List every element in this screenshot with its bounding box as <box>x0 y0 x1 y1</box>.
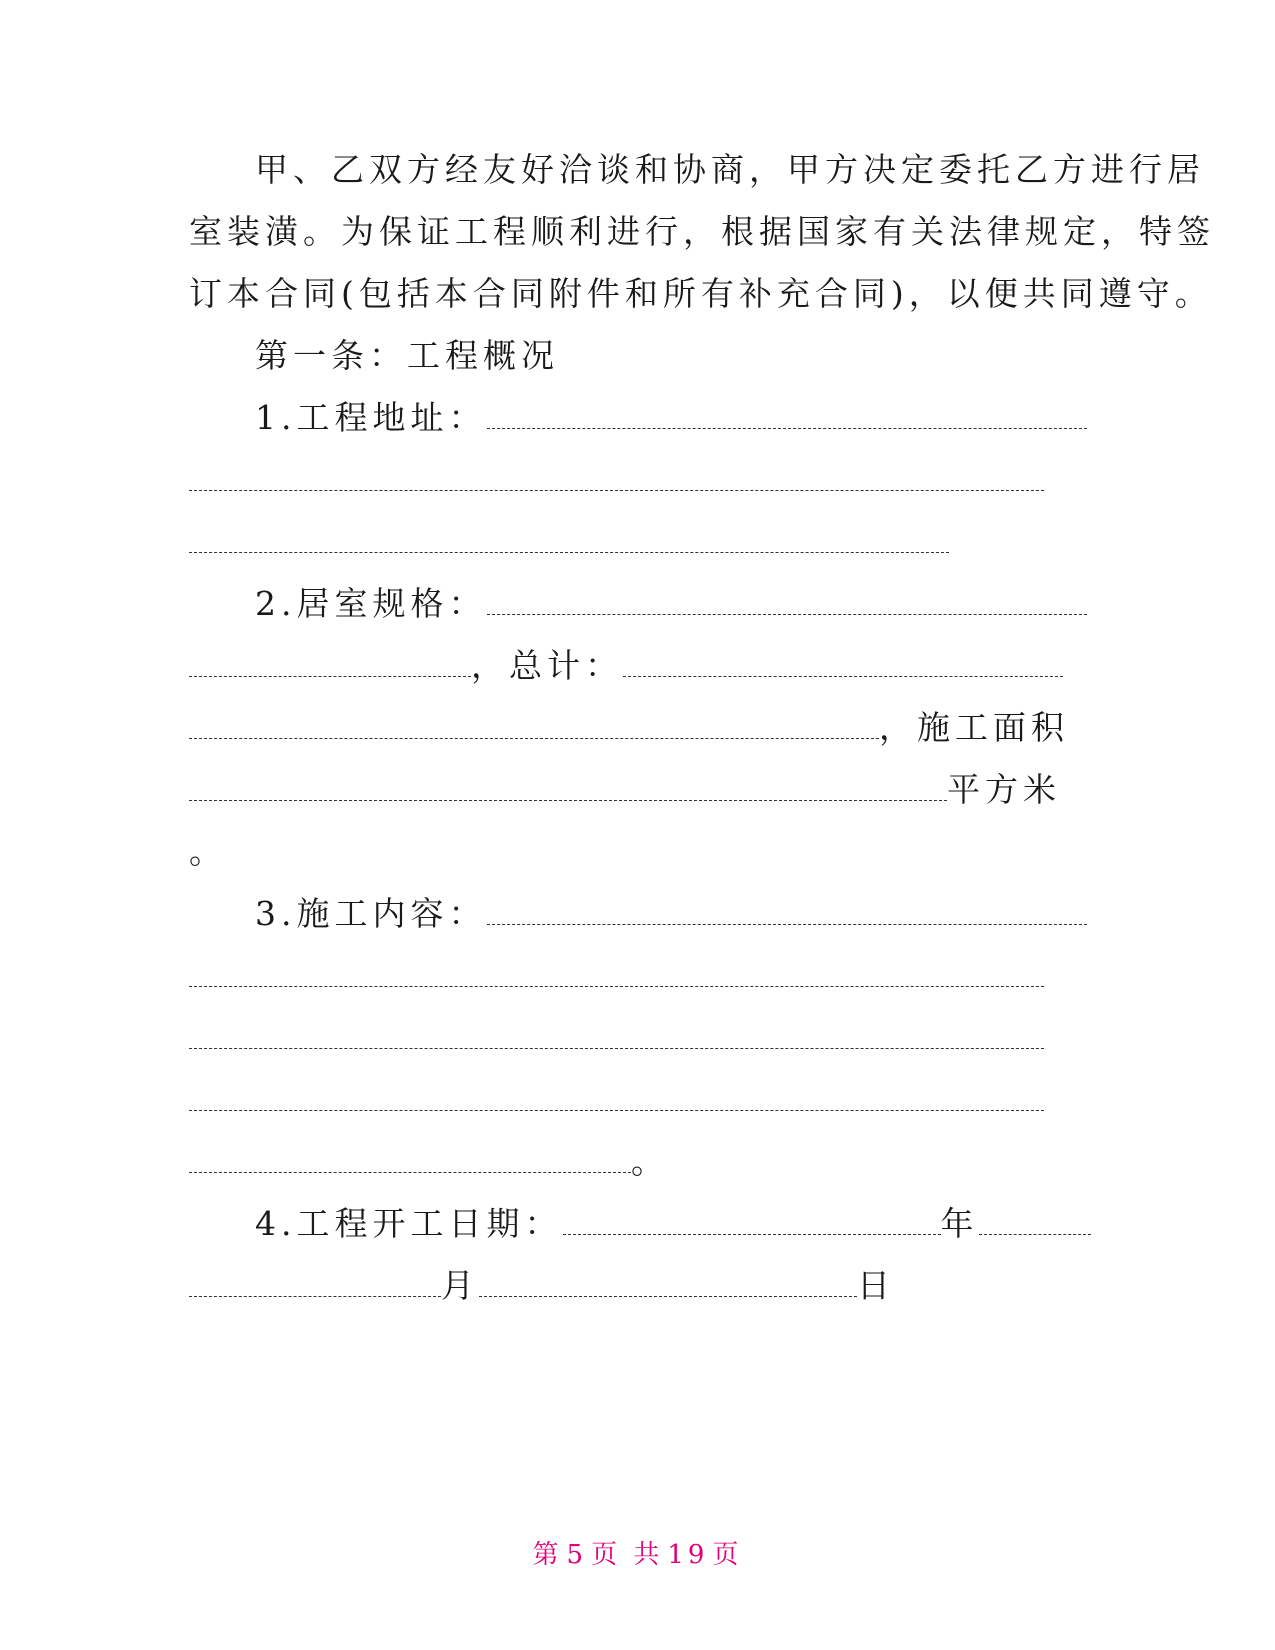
unit-label: 平方米 <box>947 770 1061 809</box>
spec-blank[interactable] <box>487 590 1087 615</box>
address-row <box>189 448 1089 512</box>
month-label: 月 <box>441 1266 479 1305</box>
total-blank[interactable] <box>189 714 879 739</box>
spec-label: 2.居室规格： <box>255 584 487 623</box>
spec-blank[interactable] <box>189 652 471 677</box>
month-blank[interactable] <box>189 1272 441 1297</box>
address-row <box>189 510 1089 574</box>
start-date-row <box>189 1192 1089 1256</box>
intro-paragraph-line <box>189 138 1205 202</box>
content-row <box>189 882 1089 946</box>
intro-paragraph-line <box>189 262 1213 326</box>
content-blank[interactable] <box>189 1086 1044 1111</box>
total-blank[interactable] <box>623 652 1063 677</box>
area-blank[interactable] <box>189 776 947 801</box>
area-label: ，施工面积 <box>879 708 1069 747</box>
content-row <box>189 1068 1089 1132</box>
footer-middle: 页 共 <box>591 1540 664 1570</box>
address-label: 1.工程地址： <box>255 398 487 437</box>
footer-suffix: 页 <box>712 1540 743 1570</box>
content-blank[interactable] <box>189 1148 631 1173</box>
intro-paragraph-line <box>189 200 1215 264</box>
year-label: 年 <box>940 1204 979 1243</box>
intro-text: 甲、乙双方经友好洽谈和协商，甲方决定委托乙方进行居 <box>255 150 1205 189</box>
footer-prefix: 第 <box>532 1540 563 1570</box>
intro-text: 室装潢。为保证工程顺利进行，根据国家有关法律规定，特签 <box>189 212 1215 251</box>
address-blank[interactable] <box>189 528 949 553</box>
month-blank[interactable] <box>979 1210 1091 1235</box>
year-blank[interactable] <box>563 1210 941 1235</box>
total-page-count: 19 <box>667 1540 709 1570</box>
content-blank[interactable] <box>487 900 1087 925</box>
address-blank[interactable] <box>189 466 1044 491</box>
content-blank[interactable] <box>189 1024 1044 1049</box>
period-mark: 。 <box>631 1142 669 1181</box>
total-label: ，总计： <box>471 646 623 685</box>
period-mark: 。 <box>189 832 227 871</box>
spec-row <box>189 634 1089 698</box>
article-heading-text: 第一条：工程概况 <box>255 336 559 375</box>
address-row <box>189 386 1089 450</box>
spec-row <box>189 820 1089 884</box>
spec-row <box>189 696 1089 760</box>
address-blank[interactable] <box>487 404 1087 429</box>
content-blank[interactable] <box>189 962 1044 987</box>
page-footer <box>0 1535 1275 1575</box>
start-date-row <box>189 1254 1089 1318</box>
current-page-number: 5 <box>566 1540 588 1570</box>
day-label: 日 <box>857 1266 895 1305</box>
spec-row <box>189 572 1089 636</box>
spec-row <box>189 758 1089 822</box>
content-row <box>189 944 1089 1008</box>
content-row <box>189 1006 1089 1070</box>
intro-text: 订本合同(包括本合同附件和所有补充合同)，以便共同遵守。 <box>189 274 1213 313</box>
content-row <box>189 1130 1089 1194</box>
content-label: 3.施工内容： <box>255 894 487 933</box>
day-blank[interactable] <box>479 1272 857 1297</box>
start-date-label: 4.工程开工日期： <box>255 1204 563 1243</box>
article-heading <box>189 324 1089 388</box>
